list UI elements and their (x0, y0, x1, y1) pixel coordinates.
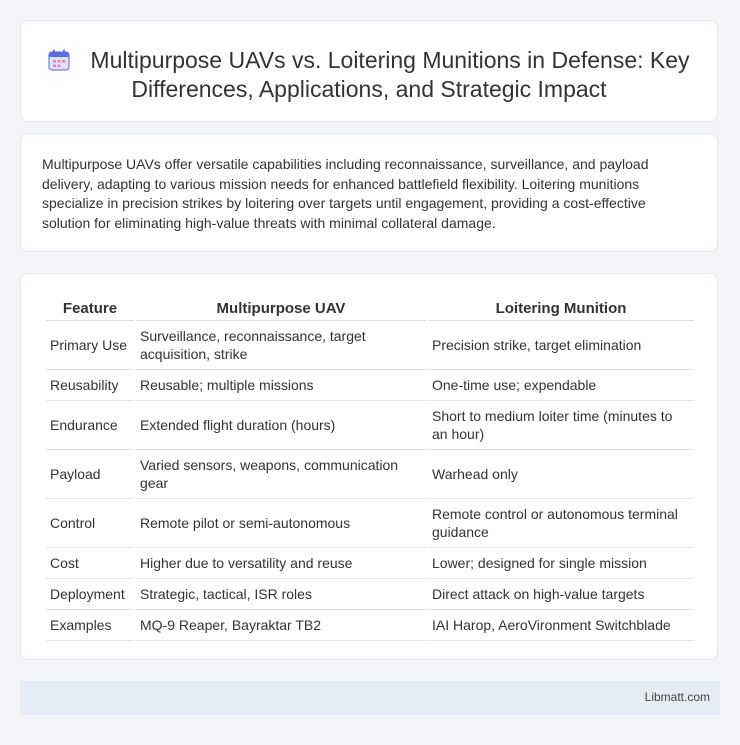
table-header-row (46, 294, 694, 321)
uav-cell: Strategic, tactical, ISR roles (136, 579, 426, 610)
munition-cell: Precision strike, target elimination (428, 321, 694, 370)
feature-cell: Primary Use (46, 321, 134, 370)
intro-card (20, 133, 718, 252)
munition-cell: Short to medium loiter time (minutes to an hour) (428, 401, 694, 450)
header-feature: Feature (46, 294, 134, 321)
feature-cell: Payload (46, 450, 134, 499)
feature-cell: Control (46, 499, 134, 548)
uav-cell: MQ-9 Reaper, Bayraktar TB2 (136, 610, 426, 641)
munition-cell: Warhead only (428, 450, 694, 499)
table-row (46, 370, 694, 401)
page-title-text: Multipurpose UAVs vs. Loitering Munitions in Defense: Key Differences, Applications, and Strategic Impact (90, 47, 690, 102)
calendar-icon (48, 49, 70, 71)
header-loitering-munition: Loitering Munition (428, 294, 694, 321)
feature-cell: Endurance (46, 401, 134, 450)
table-row (46, 450, 694, 499)
table-row (46, 579, 694, 610)
munition-cell: IAI Harop, AeroVironment Switchblade (428, 610, 694, 641)
comparison-table (44, 294, 696, 641)
uav-cell: Remote pilot or semi-autonomous (136, 499, 426, 548)
feature-cell: Examples (46, 610, 134, 641)
munition-cell: Lower; designed for single mission (428, 548, 694, 579)
footer (20, 681, 720, 715)
table-row (46, 321, 694, 370)
table-row (46, 548, 694, 579)
comparison-card (20, 273, 718, 660)
munition-cell: One-time use; expendable (428, 370, 694, 401)
munition-cell: Direct attack on high-value targets (428, 579, 694, 610)
footer-brand[interactable]: Libmatt.com (644, 690, 710, 704)
feature-cell: Reusability (46, 370, 134, 401)
page-title (41, 46, 697, 104)
uav-cell: Reusable; multiple missions (136, 370, 426, 401)
uav-cell: Surveillance, reconnaissance, target acquisition, strike (136, 321, 426, 370)
uav-cell: Varied sensors, weapons, communication gear (136, 450, 426, 499)
feature-cell: Cost (46, 548, 134, 579)
uav-cell: Extended flight duration (hours) (136, 401, 426, 450)
uav-cell: Higher due to versatility and reuse (136, 548, 426, 579)
intro-paragraph: Multipurpose UAVs offer versatile capabilities including reconnaissance, surveillance, and payload delivery, adapting to various mission needs for enhanced battlefield flexibility. Loitering munitions specialize in precision strikes by loitering over targets until engagement, providing a cost-effective solution for eliminating high-value threats with minimal collateral damage. (42, 156, 649, 231)
header-multipurpose-uav: Multipurpose UAV (136, 294, 426, 321)
feature-cell: Deployment (46, 579, 134, 610)
table-row (46, 401, 694, 450)
table-row (46, 610, 694, 641)
title-card (20, 20, 718, 122)
table-row (46, 499, 694, 548)
munition-cell: Remote control or autonomous terminal guidance (428, 499, 694, 548)
